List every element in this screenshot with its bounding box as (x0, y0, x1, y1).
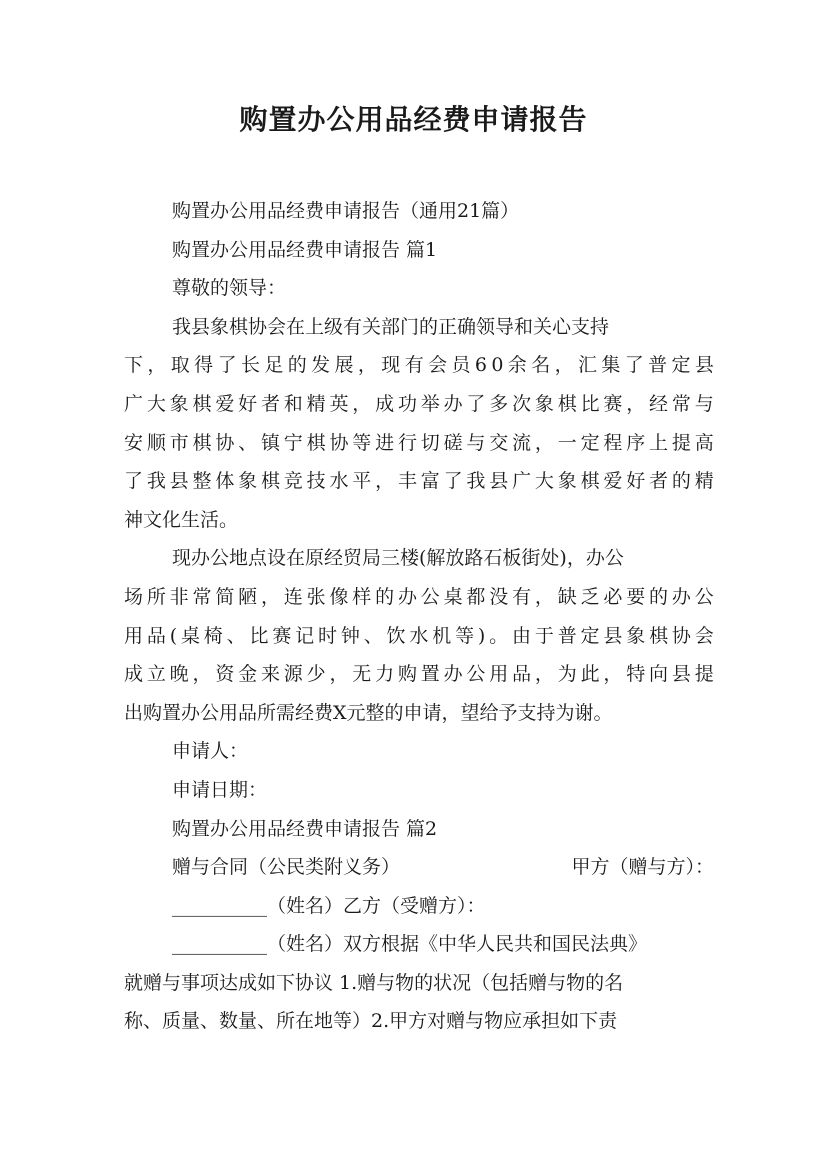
text-glyph: 技 (306, 470, 326, 493)
text-glyph: 协 (215, 431, 235, 454)
text-glyph: 场 (124, 585, 144, 608)
text-glyph: 0 (491, 354, 504, 377)
text-glyph: 金 (238, 663, 258, 686)
text-glyph: 陋 (238, 585, 258, 608)
text-line (124, 385, 714, 424)
text-glyph: 磋 (443, 431, 463, 454)
text-glyph: 整 (192, 470, 212, 493)
text-glyph: 普 (557, 624, 577, 647)
text-line: 购置办公用品经费申请报告 篇1 (172, 238, 438, 261)
text-glyph: 英 (329, 392, 349, 415)
text-glyph: ， (375, 470, 395, 493)
text-glyph: 体 (215, 470, 235, 493)
text-glyph: 富 (420, 470, 440, 493)
text-glyph: 了 (443, 470, 463, 493)
text-line (124, 346, 714, 385)
text-glyph: 办 (443, 392, 463, 415)
text-glyph: 棋 (557, 392, 577, 415)
text-glyph: 用 (124, 624, 144, 647)
text-glyph: 切 (420, 431, 440, 454)
text-glyph: 办 (397, 585, 417, 608)
text-glyph: 必 (603, 585, 623, 608)
text-glyph: 上 (649, 431, 669, 454)
text-glyph: 得 (194, 354, 214, 377)
text-glyph: 比 (249, 624, 269, 647)
text-glyph: 等 (352, 431, 372, 454)
text-glyph: 棋 (580, 470, 600, 493)
document-body (124, 192, 714, 1041)
text-glyph: 序 (626, 431, 646, 454)
text-glyph: ， (534, 663, 554, 686)
text-glyph: 水 (409, 624, 429, 647)
text-glyph: 足 (264, 354, 284, 377)
text-glyph: 钟 (340, 624, 360, 647)
text-glyph: 资 (215, 663, 235, 686)
text-glyph: 成 (124, 663, 144, 686)
text-glyph: 晚 (169, 663, 189, 686)
text-glyph: 县 (489, 470, 509, 493)
text-line: 现办公地点设在原经贸局三楼(解放路石板街处)，办公 (172, 547, 624, 570)
text-glyph: 赛 (272, 624, 292, 647)
text-line: 尊敬的领导： (172, 277, 287, 300)
text-glyph: 县 (694, 354, 714, 377)
text-glyph: ， (534, 585, 554, 608)
text-glyph: 象 (534, 392, 554, 415)
text-glyph: 定 (671, 354, 691, 377)
text-glyph: 宁 (283, 431, 303, 454)
text-glyph: 所 (146, 585, 166, 608)
text-glyph: 取 (170, 354, 190, 377)
text-glyph: 会 (694, 624, 714, 647)
text-glyph: 6 (474, 354, 487, 377)
text-glyph: 进 (375, 431, 395, 454)
text-glyph: ， (192, 663, 212, 686)
text-line: 我县象棋协会在上级有关部门的正确领导和关心支持 (172, 315, 610, 338)
text-glyph: 协 (329, 431, 349, 454)
text-glyph: 等 (455, 624, 475, 647)
text-glyph: 者 (649, 470, 669, 493)
text-line: 神文化生活。 (124, 508, 239, 531)
text-glyph: 来 (260, 663, 280, 686)
text-glyph: 镇 (260, 431, 280, 454)
text-glyph: 定 (580, 431, 600, 454)
text-glyph: 棋 (649, 624, 669, 647)
text-glyph: 连 (283, 585, 303, 608)
text-glyph: 平 (352, 470, 372, 493)
text-glyph: ( (169, 624, 178, 647)
text-line: 出购置办公用品所需经费X元整的申请，望给予支持为谢。 (124, 701, 613, 724)
text-glyph: 公 (420, 585, 440, 608)
text-glyph: 与 (694, 392, 714, 415)
text-glyph: 好 (626, 470, 646, 493)
text-glyph: 比 (580, 392, 600, 415)
text-glyph: 了 (624, 354, 644, 377)
text-glyph: 棋 (192, 431, 212, 454)
text-glyph: 流 (512, 431, 532, 454)
text-glyph: 为 (557, 663, 577, 686)
text-glyph: ) (477, 624, 486, 647)
text-glyph: 县 (671, 663, 691, 686)
text-glyph: 顺 (146, 431, 166, 454)
text-glyph: 常 (671, 392, 691, 415)
text-glyph: 精 (306, 392, 326, 415)
text-glyph: 集 (601, 354, 621, 377)
text-glyph: 要 (626, 585, 646, 608)
text-glyph: 广 (124, 392, 144, 415)
text-glyph: 丰 (397, 470, 417, 493)
text-glyph: 展 (334, 354, 354, 377)
text-glyph: 都 (466, 585, 486, 608)
text-glyph: 少 (306, 663, 326, 686)
text-glyph: 品 (512, 663, 532, 686)
text-line: __________（姓名）双方根据《中华人民共和国民法典》 (172, 933, 648, 956)
text-line (124, 617, 714, 656)
text-glyph: 由 (512, 624, 532, 647)
text-glyph: ， (626, 392, 646, 415)
text-glyph: 普 (648, 354, 668, 377)
text-glyph: 棋 (260, 470, 280, 493)
text-glyph: 一 (557, 431, 577, 454)
text-glyph: ， (329, 663, 349, 686)
text-glyph: 会 (428, 354, 448, 377)
text-glyph: 棋 (306, 431, 326, 454)
text-glyph: 象 (169, 392, 189, 415)
text-glyph: 协 (671, 624, 691, 647)
text-glyph: 张 (306, 585, 326, 608)
text-glyph: 县 (603, 624, 623, 647)
text-glyph: 、 (238, 431, 258, 454)
text-glyph: 广 (512, 470, 532, 493)
text-glyph: 有 (404, 354, 424, 377)
text-glyph: 非 (169, 585, 189, 608)
text-glyph: 我 (146, 470, 166, 493)
contract-title: 赠与合同（公民类附义务） (172, 856, 401, 879)
text-glyph: 余 (507, 354, 527, 377)
text-glyph: 提 (694, 663, 714, 686)
text-glyph: 的 (375, 585, 395, 608)
text-glyph: 没 (489, 585, 509, 608)
text-glyph: 次 (512, 392, 532, 415)
text-glyph: 长 (240, 354, 260, 377)
text-glyph: 交 (489, 431, 509, 454)
text-line (124, 462, 714, 501)
text-glyph: 提 (671, 431, 691, 454)
text-glyph: 公 (694, 585, 714, 608)
text-glyph: 有 (512, 585, 532, 608)
text-line (124, 424, 714, 463)
text-glyph: 用 (489, 663, 509, 686)
text-glyph: ， (357, 354, 377, 377)
text-glyph: 桌 (443, 585, 463, 608)
text-glyph: ， (603, 663, 623, 686)
text-glyph: 公 (466, 663, 486, 686)
text-glyph: 县 (169, 470, 189, 493)
text-glyph: 的 (649, 585, 669, 608)
text-glyph: 向 (649, 663, 669, 686)
text-glyph: 象 (557, 470, 577, 493)
text-glyph: 经 (649, 392, 669, 415)
text-glyph: 象 (238, 470, 258, 493)
text-glyph: 竞 (283, 470, 303, 493)
text-glyph: ， (554, 354, 574, 377)
text-glyph: 和 (283, 392, 303, 415)
text-glyph: 的 (671, 470, 691, 493)
text-glyph: 饮 (386, 624, 406, 647)
text-glyph: 机 (432, 624, 452, 647)
text-glyph: 缺 (557, 585, 577, 608)
text-line (124, 848, 714, 887)
text-glyph: 与 (466, 431, 486, 454)
text-glyph: 市 (169, 431, 189, 454)
text-glyph: 行 (397, 431, 417, 454)
text-glyph: 精 (694, 470, 714, 493)
text-glyph: 大 (146, 392, 166, 415)
text-glyph: 椅 (203, 624, 223, 647)
text-glyph: 桌 (180, 624, 200, 647)
text-line: 购置办公用品经费申请报告（通用21篇） (172, 200, 520, 222)
text-glyph: 爱 (215, 392, 235, 415)
text-line: 购置办公用品经费申请报告 篇2 (172, 817, 438, 840)
text-glyph: 简 (215, 585, 235, 608)
text-glyph: 名 (531, 354, 551, 377)
text-line: 就赠与事项达成如下协议 1.赠与物的状况（包括赠与物的名 (124, 971, 624, 994)
text-glyph: 购 (397, 663, 417, 686)
text-glyph: 赛 (603, 392, 623, 415)
text-glyph: 者 (260, 392, 280, 415)
text-glyph: 特 (626, 663, 646, 686)
text-glyph: 成 (375, 392, 395, 415)
text-line: __________（姓名）乙方（受赠方）： (172, 894, 486, 917)
text-glyph: 品 (146, 624, 166, 647)
text-glyph: 了 (466, 392, 486, 415)
text-glyph: 于 (534, 624, 554, 647)
text-glyph: 员 (451, 354, 471, 377)
text-glyph: ， (352, 392, 372, 415)
text-glyph: 此 (580, 663, 600, 686)
text-line (124, 578, 714, 617)
text-glyph: 我 (466, 470, 486, 493)
text-glyph: 、 (226, 624, 246, 647)
text-glyph: 安 (124, 431, 144, 454)
text-glyph: 爱 (603, 470, 623, 493)
text-glyph: 现 (381, 354, 401, 377)
text-glyph: 高 (694, 431, 714, 454)
text-glyph: 水 (329, 470, 349, 493)
text-line: 申请人： (172, 740, 249, 763)
text-glyph: 像 (329, 585, 349, 608)
text-glyph: ， (147, 354, 167, 377)
text-glyph: 、 (363, 624, 383, 647)
text-glyph: 功 (397, 392, 417, 415)
text-glyph: 记 (295, 624, 315, 647)
text-glyph: 时 (318, 624, 338, 647)
text-glyph: 源 (283, 663, 303, 686)
text-line: 称、质量、数量、所在地等）2.甲方对赠与物应承担如下责 (124, 1010, 618, 1033)
text-glyph: 乏 (580, 585, 600, 608)
text-glyph: 好 (238, 392, 258, 415)
text-glyph: 立 (146, 663, 166, 686)
text-glyph: 无 (352, 663, 372, 686)
text-glyph: 常 (192, 585, 212, 608)
text-glyph: 举 (420, 392, 440, 415)
text-glyph: 棋 (192, 392, 212, 415)
text-glyph: 下 (124, 354, 144, 377)
text-glyph: 办 (443, 663, 463, 686)
text-glyph: 程 (603, 431, 623, 454)
text-glyph: 办 (671, 585, 691, 608)
text-glyph: 象 (626, 624, 646, 647)
text-glyph: 了 (124, 470, 144, 493)
text-glyph: 样 (352, 585, 372, 608)
text-glyph: 了 (217, 354, 237, 377)
text-line (124, 655, 714, 694)
text-glyph: ， (260, 585, 280, 608)
text-glyph: 力 (375, 663, 395, 686)
text-glyph: 大 (534, 470, 554, 493)
text-glyph: 。 (489, 624, 509, 647)
text-glyph: 汇 (577, 354, 597, 377)
text-glyph: 多 (489, 392, 509, 415)
text-glyph: 发 (311, 354, 331, 377)
party-a-label: 甲方（赠与方）： (571, 856, 714, 879)
text-glyph: 置 (420, 663, 440, 686)
text-glyph: ， (534, 431, 554, 454)
text-glyph: 定 (580, 624, 600, 647)
text-line: 申请日期： (172, 778, 268, 801)
document-title: 购置办公用品经费申请报告 (239, 103, 588, 136)
text-glyph: 的 (287, 354, 307, 377)
